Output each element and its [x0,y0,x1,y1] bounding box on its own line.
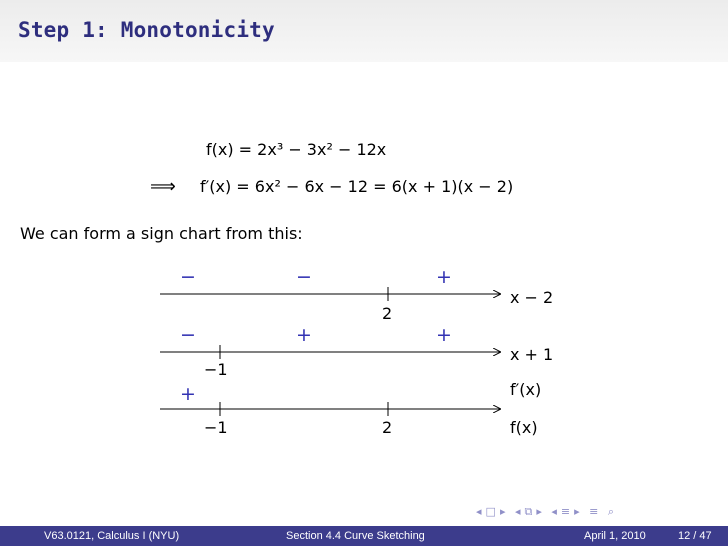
row2-sign-3: + [436,324,452,346]
section-icon[interactable]: ≡ [560,505,573,518]
row1-tick-label: 2 [382,304,393,323]
footer-page: 12 / 47 [678,530,712,542]
implies-arrow: ⟹ [150,176,176,197]
nav-right-icon[interactable]: ▸ [499,505,508,518]
row2-label: x + 1 [510,345,554,364]
beamer-nav-bar [476,505,618,519]
subsection-right-icon[interactable]: ▸ [536,505,544,518]
search-icon[interactable]: ⌕ [607,505,617,518]
intro-text: We can form a sign chart from this: [20,224,303,243]
nav-left-icon[interactable]: ◂ [476,505,484,518]
row1-sign-2: − [296,266,312,288]
row3-sign-1: + [180,383,196,405]
row3-label-fprime: f′(x) [510,380,542,399]
section-right-icon[interactable]: ▸ [574,505,582,518]
row3-label-f: f(x) [510,418,538,437]
subsection-icon[interactable]: ⧉ [524,505,535,518]
footer-section: Section 4.4 Curve Sketching [286,530,425,542]
slide-title: Step 1: Monotonicity [18,18,275,42]
row1-sign-3: + [436,266,452,288]
row2-sign-2: + [296,324,312,346]
subsection-left-icon[interactable]: ◂ [514,505,523,518]
row1-sign-1: − [180,266,196,288]
row3-tick-label-2: 2 [382,418,393,437]
align-icon[interactable]: ≡ [589,505,601,518]
footer-date: April 1, 2010 [584,530,646,542]
section-left-icon[interactable]: ◂ [551,505,559,518]
footer-course: V63.0121, Calculus I (NYU) [44,530,180,542]
row2-tick-label: −1 [204,360,228,379]
row2-sign-1: − [180,324,196,346]
equation-fprime: f′(x) = 6x² − 6x − 12 = 6(x + 1)(x − 2) [200,177,514,196]
row1-label: x − 2 [510,288,554,307]
frame-icon[interactable]: □ [485,505,498,518]
equation-f: f(x) = 2x³ − 3x² − 12x [206,140,387,159]
row3-tick-label-1: −1 [204,418,228,437]
footer-bar [0,526,728,546]
